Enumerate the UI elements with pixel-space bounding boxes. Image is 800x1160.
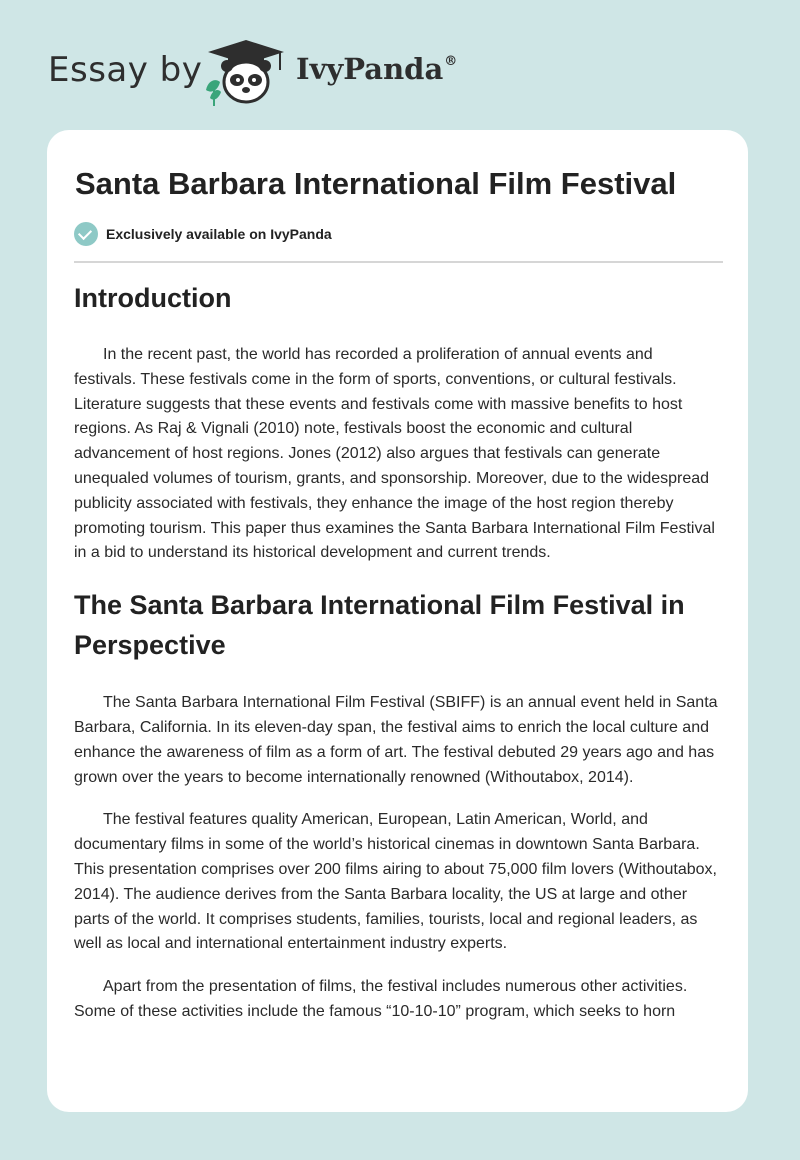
- section-heading-introduction: Introduction: [74, 283, 232, 313]
- exclusive-badge-text: Exclusively available on IvyPanda: [106, 226, 332, 242]
- paragraph: The festival features quality American, European, Latin American, World, and documentary films in some of the world’s historical cinemas in downtown Santa Barbara. This presentation comprises over 200 films airing to about 75,000 film lovers (Withoutabox, 2014). The audience derives from the Santa Barbara locality, the US at large and other parts of the world. It comprises students, families, tourists, local and regional leaders, as well as local and international entertainment industry experts.: [74, 811, 717, 953]
- panda-graduate-icon[interactable]: [200, 36, 292, 108]
- paragraph: The Santa Barbara International Film Festival (SBIFF) is an annual event held in Santa Barbara, California. In its eleven-day span, the festival aims to enrich the local culture and enhance the awareness of film as a form of art. The festival debuted 29 years ago and has grown over the years to become internationally renowned (Withoutabox, 2014).: [74, 694, 718, 786]
- section-heading-perspective: The Santa Barbara International Film Festival in Perspective: [74, 590, 685, 661]
- paragraph: Apart from the presentation of films, the festival includes numerous other activities. Some of these activities include the famous “10-10-10” program, which seeks to horn: [74, 978, 688, 1020]
- page-title: Santa Barbara International Film Festival: [75, 166, 677, 201]
- essay-by-label: Essay by: [48, 50, 203, 90]
- check-circle-icon: [74, 222, 98, 246]
- site-header: [0, 0, 800, 130]
- exclusive-badge: [74, 221, 332, 247]
- article-body: [74, 278, 719, 1025]
- brand-name[interactable]: IvyPanda®: [296, 52, 458, 86]
- divider: [74, 261, 723, 263]
- paragraph: In the recent past, the world has recorded a proliferation of annual events and festivals. These festivals come in the form of sports, conventions, or cultural festivals. Literature suggests that these events and festivals come with massive benefits to host regions. As Raj & Vignali (2010) note, festivals boost the economic and cultural advancement of host regions. Jones (2012) also argues that festivals can generate unequaled volumes of tourism, grants, and sponsorship. Moreover, due to the widespread publicity associated with festivals, they enhance the image of the host region thereby promoting tourism. This paper thus examines the Santa Barbara International Film Festival in a bid to understand its historical development and current trends.: [74, 346, 715, 562]
- registered-mark: ®: [444, 54, 458, 69]
- article-card: [47, 130, 748, 1112]
